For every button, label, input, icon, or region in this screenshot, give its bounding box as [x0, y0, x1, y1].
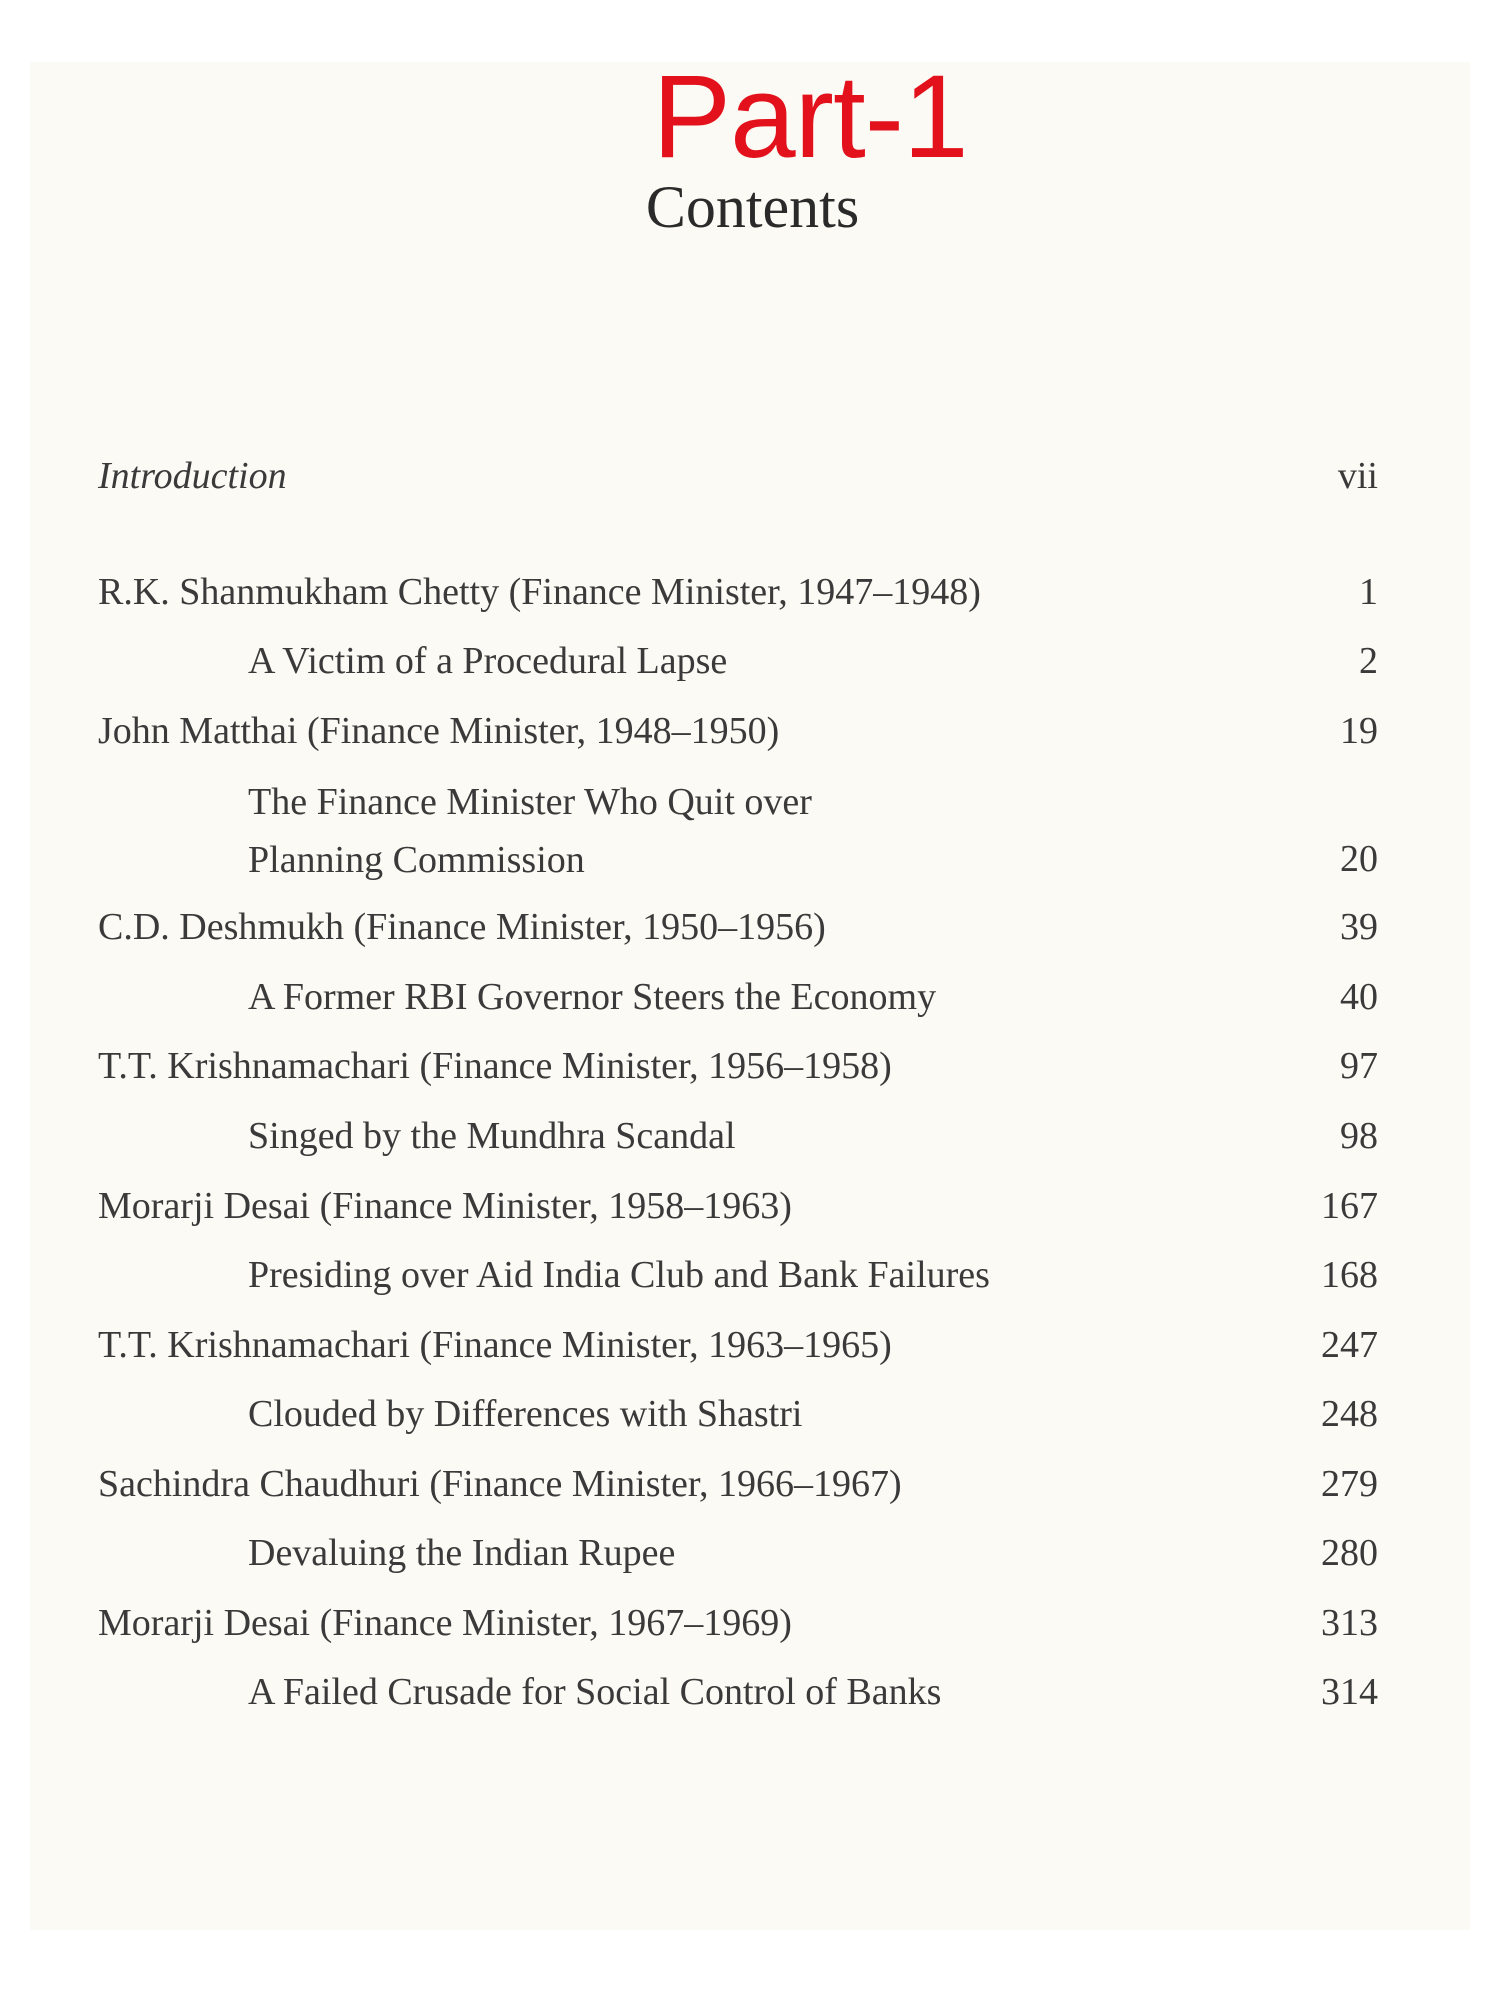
toc-entry-title-line: The Finance Minister Who Quit over — [248, 781, 812, 823]
toc-entry-title: R.K. Shanmukham Chetty (Finance Minister, 1947–1948) — [98, 571, 981, 613]
toc-entry-page: 247 — [1321, 1324, 1378, 1366]
toc-entry-page: 313 — [1321, 1602, 1378, 1644]
toc-entry-page: 20 — [1340, 838, 1378, 880]
toc-entry-page: 2 — [1359, 640, 1378, 682]
toc-entry-page: 279 — [1321, 1463, 1378, 1505]
toc-entry-title: Presiding over Aid India Club and Bank Failures — [248, 1254, 990, 1296]
toc-entry-page: 168 — [1321, 1254, 1378, 1296]
toc-entry-title: T.T. Krishnamachari (Finance Minister, 1956–1958) — [98, 1045, 892, 1087]
part-label: Part-1 — [652, 51, 968, 183]
toc-entry-page: 1 — [1359, 571, 1378, 613]
toc-entry-title: T.T. Krishnamachari (Finance Minister, 1963–1965) — [98, 1324, 892, 1366]
toc-entry-page: 248 — [1321, 1393, 1378, 1435]
toc-entry-subchapter — [98, 773, 1378, 889]
toc-entry-title: Morarji Desai (Finance Minister, 1958–1963) — [98, 1185, 792, 1227]
toc-entry-page: 98 — [1340, 1115, 1378, 1157]
toc-entry-title: Sachindra Chaudhuri (Finance Minister, 1966–1967) — [98, 1463, 902, 1505]
toc-entry-title: Clouded by Differences with Shastri — [248, 1393, 803, 1435]
toc-entry-title: Singed by the Mundhra Scandal — [248, 1115, 736, 1157]
toc-entry-title — [248, 773, 812, 889]
toc-entry-title: C.D. Deshmukh (Finance Minister, 1950–1956) — [98, 906, 826, 948]
toc-entry-title: A Victim of a Procedural Lapse — [248, 640, 728, 682]
toc-entry-page: 39 — [1340, 906, 1378, 948]
toc-entry-page: 40 — [1340, 976, 1378, 1018]
toc-entry-title: Introduction — [98, 455, 287, 497]
toc-entry-title-line: Planning Commission — [248, 839, 585, 881]
contents-title: Contents — [645, 174, 860, 240]
toc-entry-title: A Former RBI Governor Steers the Economy — [248, 976, 937, 1018]
toc-entry-title: John Matthai (Finance Minister, 1948–1950) — [98, 710, 780, 752]
toc-entry-title: Devaluing the Indian Rupee — [248, 1532, 676, 1574]
toc-entry-page: 19 — [1340, 710, 1378, 752]
toc-entry-title: A Failed Crusade for Social Control of Banks — [248, 1671, 942, 1713]
toc-entry-page: vii — [1337, 455, 1378, 497]
toc-entry-page: 314 — [1321, 1671, 1378, 1713]
toc-entry-title: Morarji Desai (Finance Minister, 1967–1969) — [98, 1602, 792, 1644]
toc-entry-page: 280 — [1321, 1532, 1378, 1574]
toc-entry-page: 167 — [1321, 1185, 1378, 1227]
toc-entry-page: 97 — [1340, 1045, 1378, 1087]
